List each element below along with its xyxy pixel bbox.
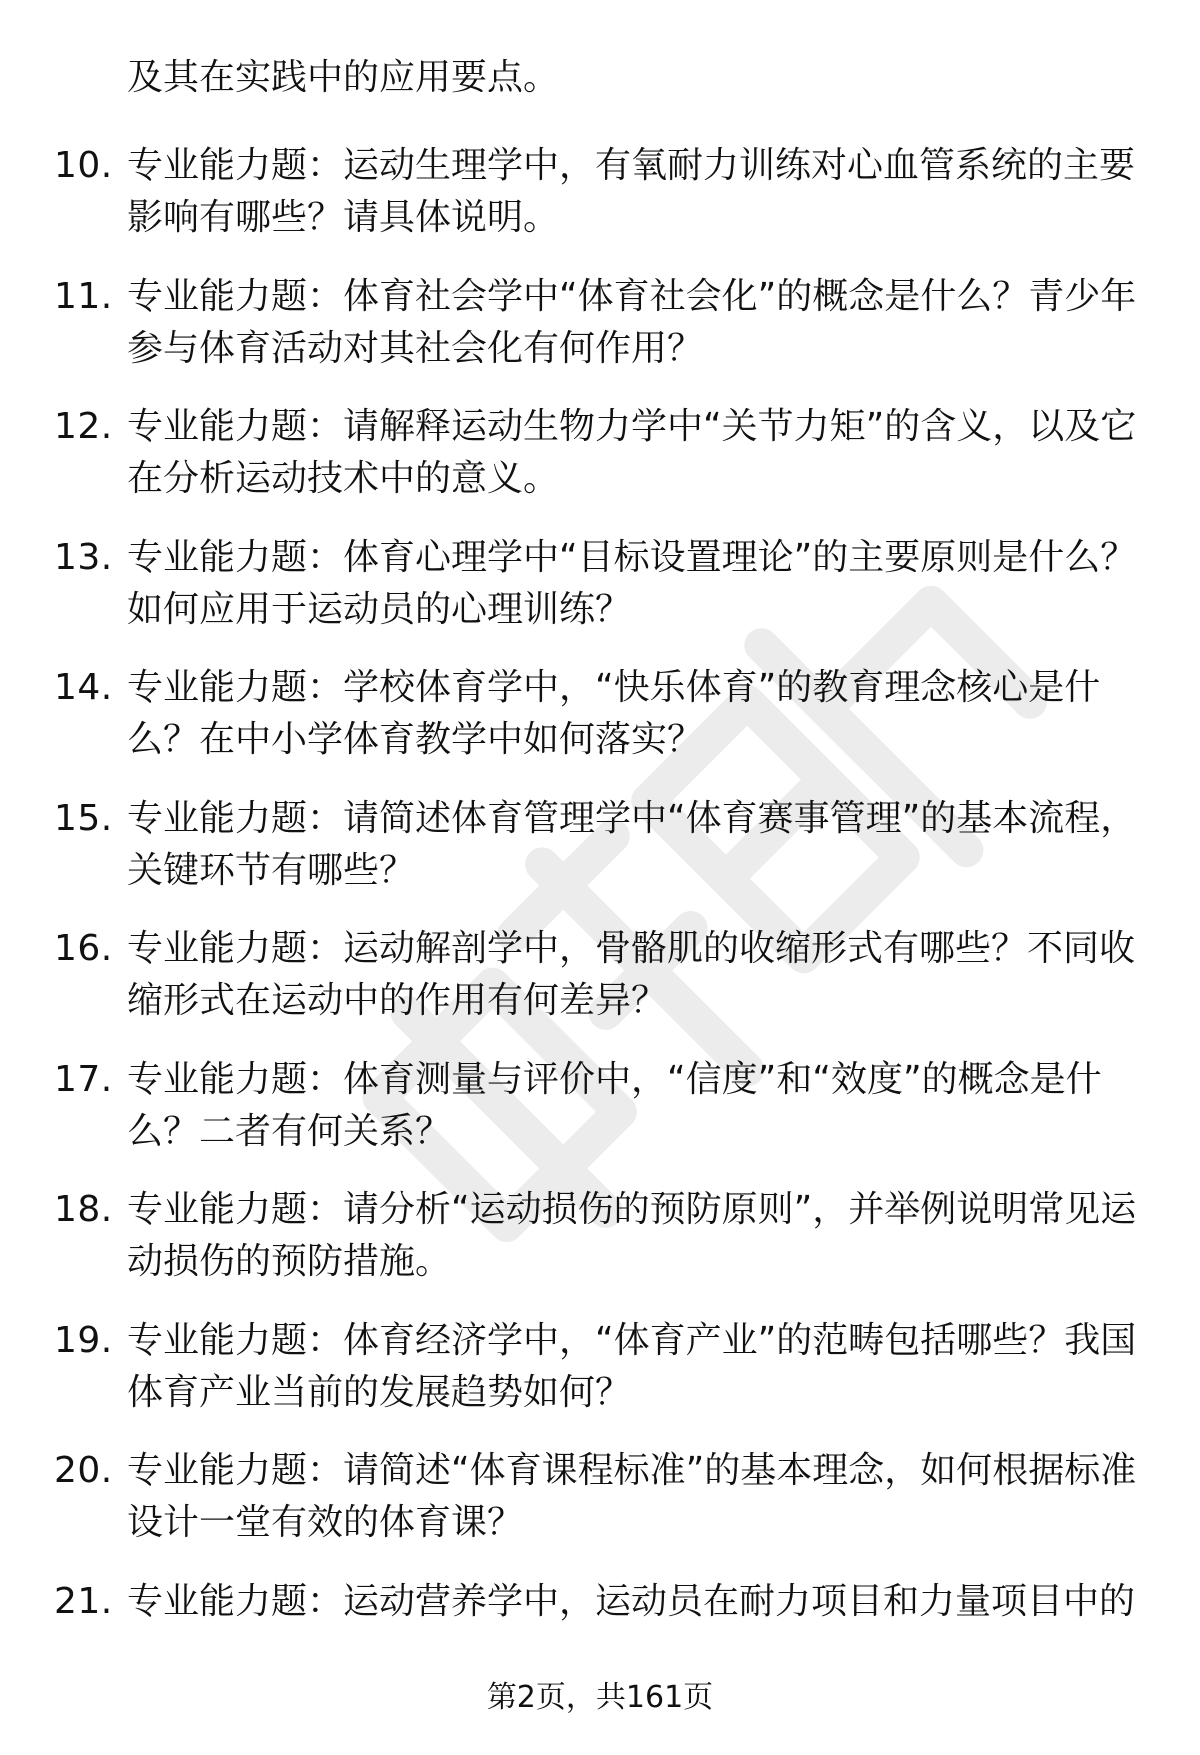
question-number: 16. — [54, 928, 113, 969]
question-text: 专业能力题：运动营养学中，运动员在耐力项目和力量项目中的 — [127, 1580, 1136, 1622]
question-text: 专业能力题：体育心理学中“目标设置理论”的主要原则是什么？如何应用于运动员的心理训练？ — [127, 536, 1137, 630]
question-number: 20. — [54, 1450, 113, 1491]
question-text: 专业能力题：学校体育学中，“快乐体育”的教育理念核心是什么？在中小学体育教学中如何落实？ — [127, 667, 1101, 760]
list-item — [0, 1445, 1200, 1576]
question-text: 专业能力题：请简述体育管理学中“体育赛事管理”的基本流程，关键环节有哪些？ — [127, 797, 1137, 891]
list-item — [0, 271, 1200, 402]
question-text: 专业能力题：运动生理学中，有氧耐力训练对心血管系统的主要影响有哪些？请具体说明。 — [127, 145, 1136, 238]
list-item — [0, 140, 1200, 271]
question-number: 17. — [54, 1058, 113, 1100]
question-text: 专业能力题：请解释运动生物力学中“关节力矩”的含义，以及它在分析运动技术中的意义。 — [127, 406, 1137, 499]
list-item — [0, 662, 1200, 793]
page-footer: 第2页，共161页 — [486, 1680, 714, 1715]
continuation-text: 及其在实践中的应用要点。 — [127, 57, 560, 98]
question-number: 12. — [54, 406, 113, 447]
question-number: 13. — [54, 536, 113, 578]
question-number: 19. — [54, 1319, 113, 1361]
question-number: 21. — [54, 1580, 113, 1622]
question-text: 专业能力题：体育社会学中“体育社会化”的概念是什么？青少年参与体育活动对其社会化有何作用？ — [127, 275, 1137, 369]
question-text: 专业能力题：请分析“运动损伤的预防原则”，并举例说明常见运动损伤的预防措施。 — [127, 1189, 1137, 1282]
list-item — [0, 923, 1200, 1054]
list-item — [0, 401, 1200, 532]
question-list — [0, 140, 1200, 1706]
question-number: 15. — [54, 797, 113, 839]
list-item — [0, 1054, 1200, 1185]
question-text: 专业能力题：运动解剖学中，骨骼肌的收缩形式有哪些？不同收缩形式在运动中的作用有何差异？ — [127, 928, 1136, 1021]
question-number: 14. — [54, 667, 113, 708]
question-text: 专业能力题：请简述“体育课程标准”的基本理念，如何根据标准设计一堂有效的体育课？ — [127, 1450, 1137, 1543]
list-item — [0, 793, 1200, 924]
list-item — [0, 1315, 1200, 1446]
question-text: 专业能力题：体育经济学中，“体育产业”的范畴包括哪些？我国体育产业当前的发展趋势如何？ — [127, 1319, 1137, 1413]
question-text: 专业能力题：体育测量与评价中，“信度”和“效度”的概念是什么？二者有何关系？ — [127, 1058, 1102, 1152]
list-item — [0, 1184, 1200, 1315]
question-number: 10. — [54, 145, 113, 186]
question-number: 11. — [54, 275, 113, 317]
list-item — [0, 532, 1200, 663]
question-number: 18. — [54, 1189, 113, 1230]
